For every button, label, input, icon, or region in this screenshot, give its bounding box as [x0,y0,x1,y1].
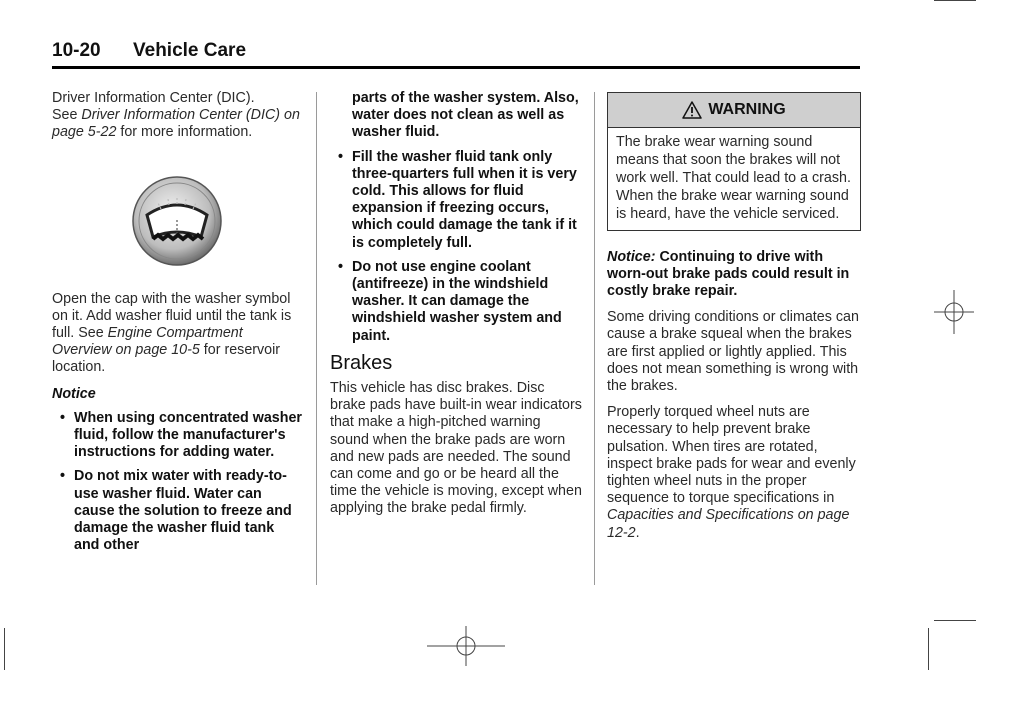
brake-squeal-paragraph: Some driving conditions or climates can cause a brake squeal when the brakes are first applied or lightly applied. This does not mean something is wrong with the brakes. [607,309,859,394]
washer-fill-paragraph: Open the cap with the washer symbol on it. Add washer fluid until the tank is full. See Engine Compartment Overview on page 10-5 for reservoir location. [52,290,292,376]
column-divider-2 [594,92,595,585]
list-item: • Fill the washer fluid tank only three-quarters full when it is very cold. This allows for fluid expansion if freezing occurs, which could damage the tank if it is completely full. [330,149,582,252]
washer-notice-list-continued [330,149,582,345]
registration-mark-icon [934,290,974,334]
crop-mark [934,620,976,621]
warning-text: The brake wear warning sound means that soon the brakes will not work well. That could lead to a crash. When the brake wear warning sound is heard, have the vehicle serviced. [616,134,851,222]
notice-label: Notice [52,385,96,402]
registration-mark-icon [427,626,505,666]
warning-triangle-icon [682,101,702,119]
list-item: • Do not use engine coolant (antifreeze) in the windshield washer. It can damage the windshield washer system and paint. [330,259,582,345]
crop-mark [928,628,929,670]
warning-box [607,92,861,231]
notice-text: Continuing to drive with worn-out brake pads could result in costly brake repair. [607,248,850,299]
brakes-heading: Brakes [330,351,393,374]
crop-mark [4,628,5,670]
page-header [52,38,860,69]
warning-title: WARNING [708,101,786,119]
column-2 [330,90,582,527]
dic-reference-paragraph: Driver Information Center (DIC). See Driver Information Center (DIC) on page 5-22 for more information. [52,90,300,141]
washer-symbol-figure [52,151,302,291]
list-item: • When using concentrated washer fluid, follow the manufacturer's instructions for adding water. [52,410,302,462]
notice-label: Notice: [607,248,656,265]
section-title: Vehicle Care [133,40,247,61]
column-3 [607,92,861,551]
washer-fluid-icon [131,175,223,267]
crop-mark [934,0,976,1]
column-1 [52,90,302,561]
dic-link[interactable]: Driver Information Center (DIC) on page 5-22 [52,107,300,141]
page-number: 10-20 [52,40,101,61]
washer-notice-list [52,410,302,555]
brakes-paragraph: This vehicle has disc brakes. Disc brake pads have built-in wear indicators that make a high-pitched warning sound when the brake pads are worn and new pads are needed. The sound can come and go or be heard all the time the vehicle is moving, except when applying the brake pedal firmly. [330,380,582,517]
capacities-link[interactable]: Capacities and Specifications on page 12-2 [607,507,850,541]
notice-continuation: parts of the washer system. Also, water does not clean as well as washer fluid. [352,90,579,141]
wheel-nuts-paragraph: Properly torqued wheel nuts are necessary to help prevent brake pulsation. When tires are rotated, inspect brake pads for wear and evenly tighten wheel nuts in the proper sequence to torque specifications in Capacities and Specifications on page 12-2. [607,404,856,541]
list-item: • Do not mix water with ready-to-use washer fluid. Water can cause the solution to freeze and damage the washer fluid tank and other [52,468,302,554]
brake-notice [607,249,861,301]
warning-header [608,93,860,128]
column-divider-1 [316,92,317,585]
engine-compartment-link[interactable]: Engine Compartment Overview on page 10-5 [52,325,243,359]
